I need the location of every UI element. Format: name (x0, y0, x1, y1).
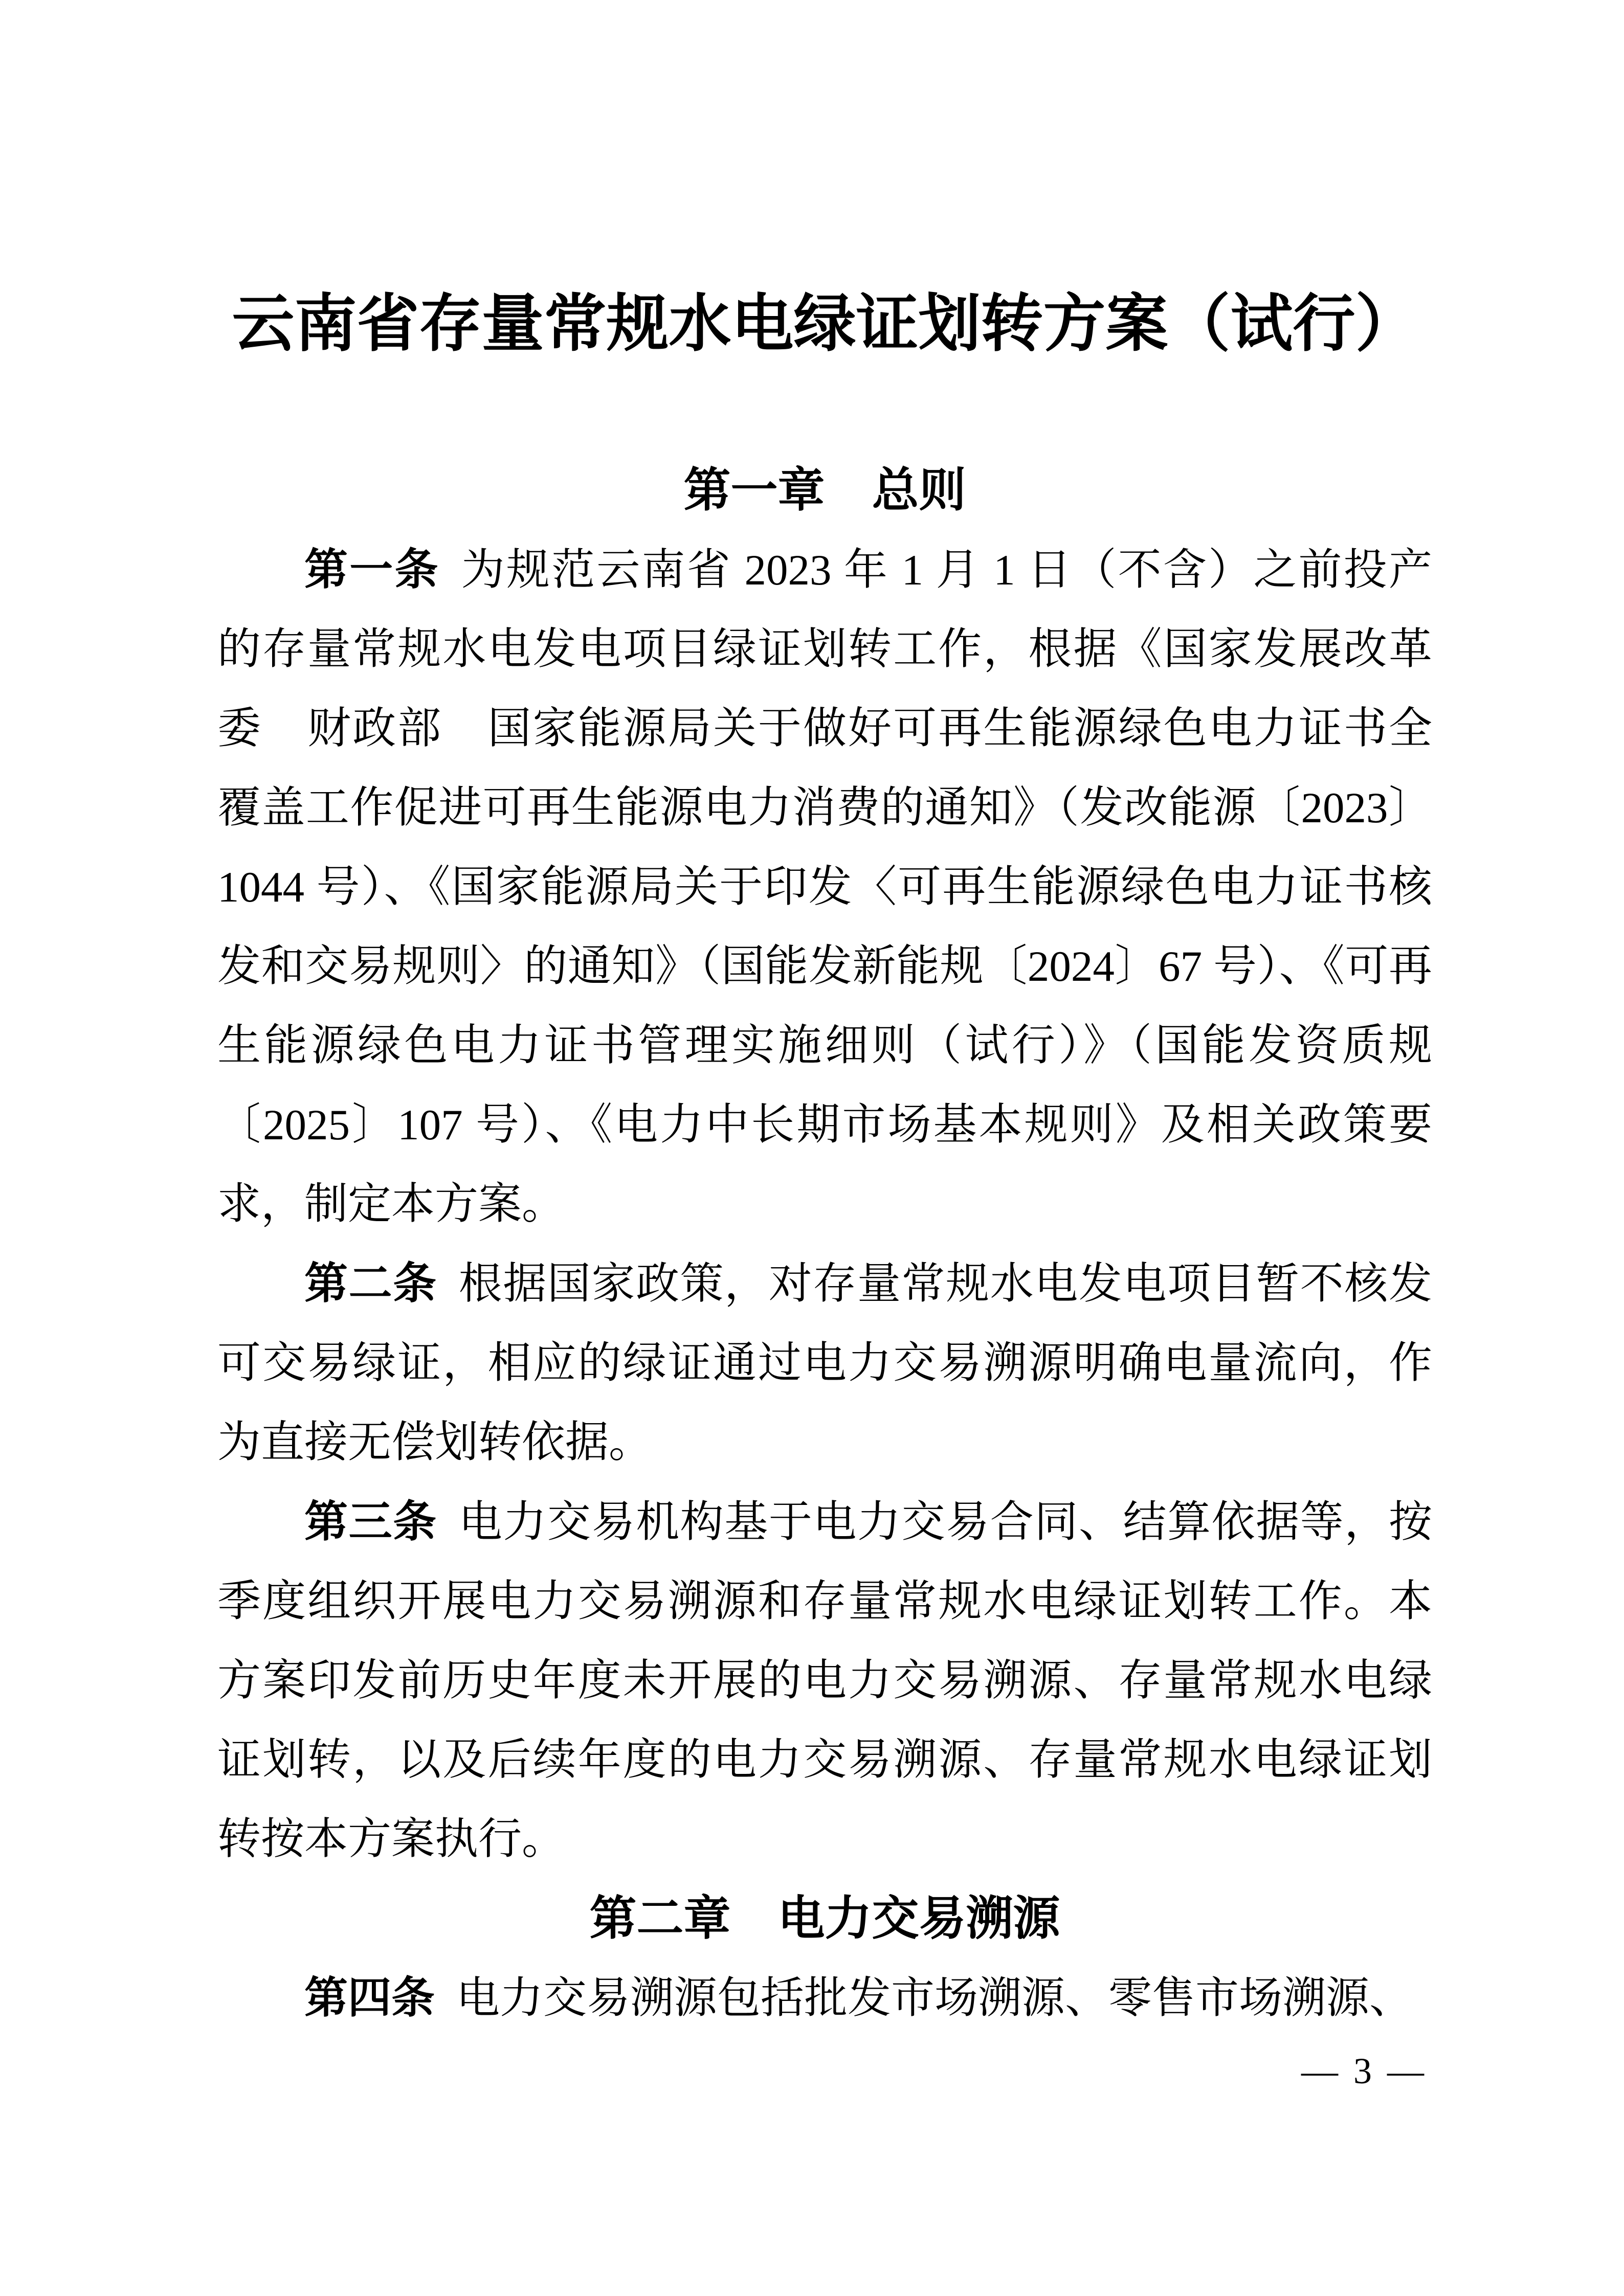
article-3-paragraph (217, 1482, 1432, 1879)
article-3-label: 第三条 (304, 1498, 437, 1546)
page-number: — 3 — (1301, 2051, 1427, 2091)
chapter-1-heading: 第一章 总则 (683, 464, 966, 516)
article-1-paragraph (217, 530, 1432, 1244)
article-1-label: 第一条 (304, 546, 440, 594)
chapter-2-heading: 第二章 电力交易溯源 (589, 1893, 1060, 1945)
article-2-paragraph (217, 1244, 1432, 1482)
article-1-text: 为规范云南省 2023 年 1 月 1 日（不含）之前投产的存量常规水电发电项目绿证划转工作，根据《国家发展改革委 财政部 国家能源局关于做好可再生能源绿色电力证书全覆盖工作促进可再生能源电力消费的通知》（发改能源〔2023〕1044 号）、《国家能源局关于印发〈可再生能源绿色电力证书核发和交易规则〉的通知》（国能发新能规〔2024〕67 号）、《可再生能源绿色电力证书管理实施细则（试行）》（国能发资质规〔2025〕107 号）、《电力中长期市场基本规则》及相关政策要求，制定本方案。 (217, 546, 1432, 1228)
article-3-text: 电力交易机构基于电力交易合同、结算依据等，按季度组织开展电力交易溯源和存量常规水电绿证划转工作。本方案印发前历史年度未开展的电力交易溯源、存量常规水电绿证划转，以及后续年度的电力交易溯源、存量常规水电绿证划转按本方案执行。 (217, 1498, 1432, 1863)
document-title: 云南省存量常规水电绿证划转方案（试行） (232, 290, 1418, 359)
article-2-text: 根据国家政策，对存量常规水电发电项目暂不核发可交易绿证，相应的绿证通过电力交易溯源明确电量流向，作为直接无偿划转依据。 (217, 1260, 1432, 1467)
article-4-paragraph (217, 1959, 1432, 2038)
article-4-text: 电力交易溯源包括批发市场溯源、零售市场溯源、 (456, 1974, 1413, 2022)
article-4-label: 第四条 (304, 1974, 435, 2022)
article-2-label: 第二条 (304, 1259, 437, 1308)
